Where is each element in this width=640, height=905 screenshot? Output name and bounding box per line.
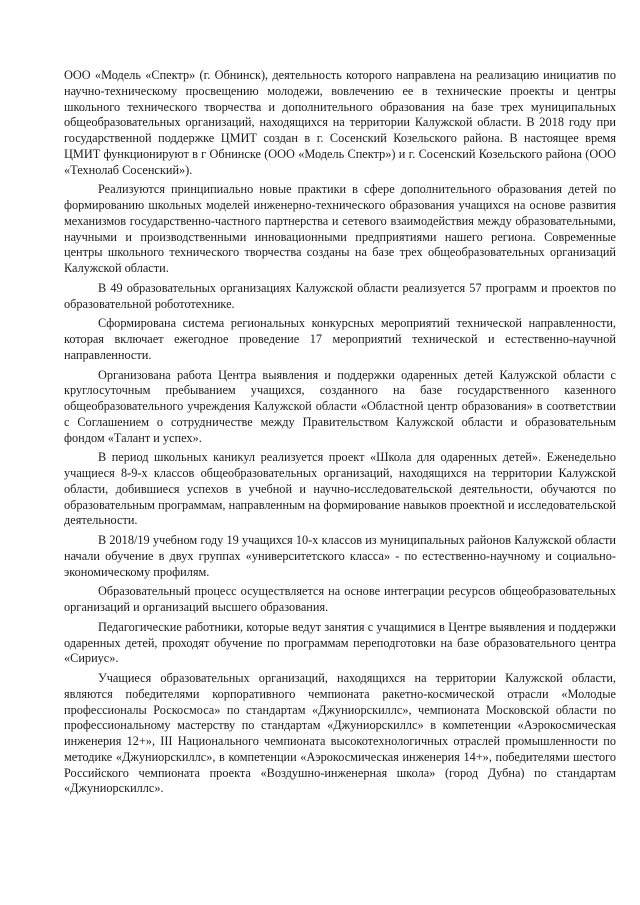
paragraph-new-practices: Реализуются принципиально новые практики в сфере дополнительного образования детей по формированию школьных моделей инженерно-технического образования учащихся на основе развития механизмов государственно-частного партнерства и сетевого взаимодействия между образовательными, научными и производственными инновационными предприятиями нашего региона. Современные центры школьного технического творчества созданы на базе трех общеобразовательных организаций Калужской области.: [64, 182, 616, 275]
paragraph-regional-competitions: Сформирована система региональных конкурсных мероприятий технической направленности, которая включает ежегодное проведение 17 мероприятий технической и естественно-научной направленности.: [64, 316, 616, 362]
document-page: [64, 68, 616, 801]
paragraph-gifted-children-center: Организована работа Центра выявления и поддержки одаренных детей Калужской области с круглосуточным пребыванием учащихся, созданного на базе государственного казенного общеобразовательного учреждения Калужской области «Областной центр образования» в соответствии с Соглашением о сотрудничестве между Правительством Калужской области и образовательным фондом «Талант и успех».: [64, 367, 616, 445]
paragraph-championship-winners: Учащиеся образовательных организаций, находящихся на территории Калужской области, являются победителями корпоративного чемпионата ракетно-космической отрасли «Молодые профессионалы Роскосмоса» по стандартам «Джуниорскиллс», чемпионата Московской области по профессиональному мастерству по стандартам «Джуниорскиллс» в компетенции «Аэрокосмическая инженерия 12+», III Национального чемпионата высокотехнологичных отраслей промышленности по методике «Джуниорскиллс», в компетенции «Аэрокосмическая инженерия 14+», победителями шестого Российского чемпионата проекта «Воздушно-инженерная школа» (город Дубна) по стандартам «Джуниорскиллс».: [64, 671, 616, 796]
paragraph-university-class: В 2018/19 учебном году 19 учащихся 10-х классов из муниципальных районов Калужской области начали обучение в двух группах «университетского класса» - по естественно-научному и социально-экономическому профилям.: [64, 533, 616, 579]
paragraph-resource-integration: Образовательный процесс осуществляется на основе интеграции ресурсов общеобразовательных организаций и организаций высшего образования.: [64, 584, 616, 614]
paragraph-teacher-training: Педагогические работники, которые ведут занятия с учащимися в Центре выявления и поддержки одаренных детей, проходят обучение по программам переподготовки на базе образовательного центра «Сириус».: [64, 619, 616, 666]
paragraph-cmit-centers: ООО «Модель «Спектр» (г. Обнинск), деятельность которого направлена на реализацию инициатив по научно-техническому просвещению молодежи, вовлечению ее в технические проекты и центры школьного технического творчества и дополнительного образования на базе трех муниципальных общеобразовательных организаций, находящихся на территории Калужской области. В 2018 году при государственной поддержке ЦМИТ создан в г. Сосенский Козельского района. В настоящее время ЦМИТ функционируют в г Обнинске (ООО «Модель Спектр») и г. Сосенский Козельского района (ООО «Технолаб Сосенский»).: [64, 68, 616, 177]
paragraph-school-for-gifted: В период школьных каникул реализуется проект «Школа для одаренных детей». Еженедельно учащиеся 8-9-х классов общеобразовательных организаций, находящихся на территории Калужской области, добившиеся успехов в учебной и научно-исследовательской деятельности, обучаются по образовательным программам, направленным на формирование навыков проектной и исследовательской деятельности.: [64, 450, 616, 528]
paragraph-robotics-programs: В 49 образовательных организациях Калужской области реализуется 57 программ и проектов по образовательной робототехнике.: [64, 280, 616, 311]
